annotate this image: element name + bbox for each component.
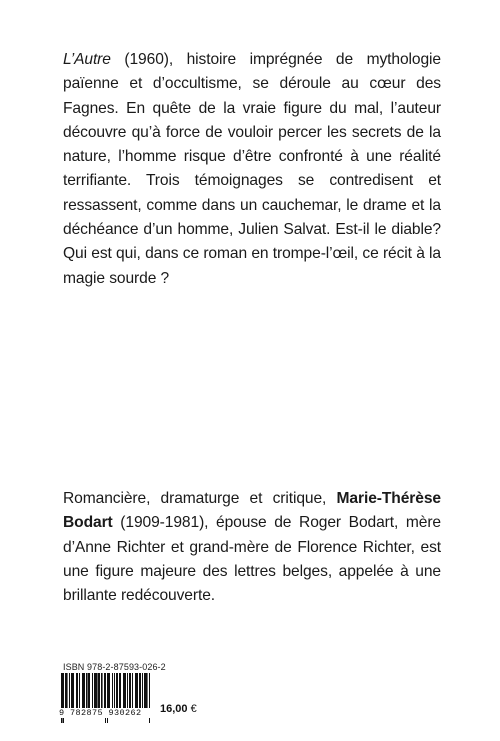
barcode-bar (66, 673, 68, 709)
barcode-bar (88, 673, 89, 709)
barcode-bar (145, 673, 146, 709)
barcode-bar (83, 673, 84, 709)
barcode-bar (108, 673, 109, 709)
barcode-bar (137, 673, 138, 709)
barcode-bar (89, 673, 90, 709)
barcode-bar (132, 673, 133, 709)
barcode-bar (140, 673, 141, 709)
price-amount: 16,00 (160, 703, 188, 715)
synopsis-text: (1960), histoire imprégnée de mythologie païenne et d’occultisme, se déroule au cœur des Fagnes. En quête de la vraie figure du mal, l’auteur découvre qu’à force de vouloir percer les secrets de la nature, l’homme risque d’être confronté à une réalité terrifiante. Trois témoignages se contredisent et ressassent, comme dans un cauchemar, le drame et la déchéance d’un homme, Julien Salvat. Est-il le diable? Qui est qui, dans ce roman en trompe-l’œil, ce récit à la magie sourde ? (63, 51, 441, 287)
bio-text-after: (1909-1981), épouse de Roger Bodart, mère d’Anne Richter et grand-mère de Florence Richter, est une figure majeure des lettres belges, appelée à une brillante redécouverte. (63, 514, 441, 605)
barcode-bar (98, 673, 99, 709)
barcode-bar (104, 673, 105, 709)
barcode-bar (99, 673, 100, 709)
synopsis-paragraph (63, 48, 441, 291)
barcode-bar (69, 673, 70, 709)
barcode-bar (109, 673, 110, 709)
barcode-bar (62, 673, 63, 709)
barcode-bar (72, 673, 73, 709)
barcode-bar (94, 673, 95, 709)
barcode-bar (79, 673, 80, 709)
barcode-bar (139, 673, 140, 709)
bio-text-before: Romancière, dramaturge et critique, (63, 490, 337, 507)
barcode-bar (124, 673, 125, 709)
barcode-bar (127, 673, 128, 709)
barcode-bar (114, 673, 115, 709)
barcode-bar (112, 673, 113, 709)
barcode-bar (146, 673, 148, 709)
barcode-bar (65, 673, 66, 709)
price-tag (160, 703, 197, 715)
barcode-bar (86, 673, 88, 709)
price-currency: € (190, 703, 197, 715)
barcode-bar (123, 673, 124, 709)
barcode-bar (119, 673, 120, 709)
barcode-bar (142, 673, 143, 709)
author-bio-paragraph (63, 487, 441, 608)
author-name: Marie-Thérèse Bodart (63, 490, 441, 532)
barcode-bar (84, 673, 85, 709)
isbn-label: ISBN 978-2-87593-026-2 (63, 662, 166, 672)
barcode-bar (117, 673, 118, 709)
book-title: L’Autre (63, 51, 111, 68)
barcode-bar (144, 673, 145, 709)
barcode-bar (96, 673, 98, 709)
barcode-bar (101, 673, 103, 709)
barcode-bar (120, 673, 121, 709)
barcode-bar (77, 673, 78, 709)
barcode-bar (135, 673, 136, 709)
barcode-bar (129, 673, 130, 709)
barcode-digits: 9 782875 930262 (59, 708, 153, 718)
barcode-bar (125, 673, 126, 709)
barcode-bar (73, 673, 74, 709)
barcode-bar (92, 673, 93, 709)
barcode-bar (82, 673, 83, 709)
barcode-bar (95, 673, 96, 709)
barcode-bar (130, 673, 131, 709)
